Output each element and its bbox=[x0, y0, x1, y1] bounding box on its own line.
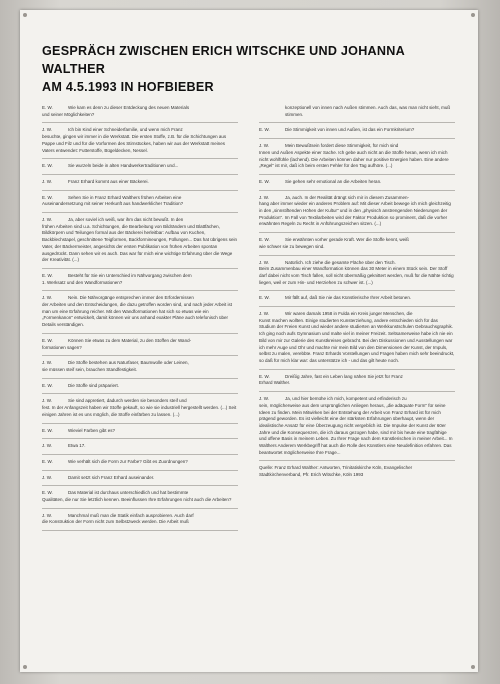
entry-divider bbox=[259, 174, 455, 175]
entry-text-first-line: Wieviel Farben gibt es? bbox=[68, 427, 116, 433]
entry-text-first-line: Mir fällt auf, daß Sie nie das Künstlerische Ihrer Arbeit betonen. bbox=[285, 295, 412, 301]
entry-divider bbox=[259, 290, 455, 291]
entry-divider bbox=[42, 438, 238, 439]
entry-text-first-line: konzeptionell von innen nach Außen stimmen. Auch das, was man nicht sieht, muß stimmen. bbox=[285, 105, 451, 117]
interview-entry bbox=[42, 273, 238, 286]
title-line-1: GESPRÄCH ZWISCHEN ERICH WITSCHKE UND JOHANNA WALTHER bbox=[42, 44, 405, 76]
interview-entry bbox=[259, 374, 455, 387]
entry-text-first-line: Wie kam es denn zu dieser Entdeckung des neuen Materials bbox=[68, 105, 190, 110]
interview-column-left bbox=[42, 105, 238, 535]
entry-text-continuation: Qualitäten, die nur Sie letztlich kennen. Beeinflussen Ihre Erfahrungen nicht auch die Arbeiten? bbox=[42, 497, 232, 503]
entry-divider bbox=[42, 158, 238, 159]
speaker-label: E. W. bbox=[42, 337, 53, 343]
speaker-label: J. W. bbox=[42, 474, 52, 480]
pin-hole bbox=[471, 665, 475, 669]
entry-text bbox=[259, 237, 455, 250]
entry-text-first-line: Wir waren damals 1958 in Fulda ein Kreis junger Menschen, die bbox=[285, 311, 413, 317]
entry-text-first-line: Die Stoffe bestehen aus Naturfaser, Baumwolle oder Leinen, bbox=[68, 360, 189, 366]
entry-text-first-line: Das Material ist durchaus unterschiedlich und hat bestimmte bbox=[68, 490, 189, 496]
entry-divider bbox=[259, 232, 455, 233]
entry-text bbox=[259, 179, 455, 186]
speaker-label: J. W. bbox=[42, 217, 52, 223]
entry-text bbox=[42, 428, 238, 435]
entry-text-first-line: Ja, und hier bemühe ich mich, kompetent und erfinderisch zu bbox=[285, 396, 407, 402]
entry-divider bbox=[42, 290, 238, 291]
speaker-label: E. W. bbox=[42, 272, 53, 278]
entry-text bbox=[42, 490, 238, 503]
entry-text bbox=[259, 374, 455, 387]
entry-text-continuation: sie müssen steif sein, brauchen Standfestigkeit. bbox=[42, 366, 138, 372]
entry-text bbox=[42, 338, 238, 351]
entry-divider bbox=[42, 423, 238, 424]
speaker-label: E. W. bbox=[259, 373, 270, 379]
entry-divider bbox=[42, 508, 238, 509]
entry-text-continuation: wie schwer sie zu bewegen sind. bbox=[259, 243, 325, 249]
speaker-label: J. W. bbox=[259, 311, 269, 317]
interview-entry bbox=[42, 398, 238, 418]
source-line-1: Quelle: Franz Erhard Walther: Antworten, Trinitatiskirche Köln, Evangelischer bbox=[259, 465, 413, 471]
entry-divider bbox=[259, 255, 455, 256]
entry-divider bbox=[259, 138, 455, 139]
entry-text bbox=[259, 260, 455, 287]
entry-divider bbox=[259, 369, 455, 370]
source-line-2: Stadtkirchenverband, Pfr. Erich Witschke, Köln 1993 bbox=[259, 472, 364, 478]
entry-text-first-line: Nein. Die Nähvorgänge entsprechen immer den Erfordernissen bbox=[68, 295, 194, 301]
entry-text bbox=[42, 383, 238, 390]
speaker-label: J. W. bbox=[42, 398, 52, 404]
entry-text bbox=[42, 360, 238, 373]
interview-entry bbox=[42, 127, 238, 154]
entry-text bbox=[259, 127, 455, 134]
entry-text-continuation: Auseinandersetzung mit seiner Herkunft aus handwerklicher Tradition? bbox=[42, 201, 184, 207]
entry-text bbox=[42, 127, 238, 154]
interview-entry bbox=[42, 459, 238, 466]
interview-entry bbox=[259, 105, 455, 118]
source-citation bbox=[259, 465, 455, 478]
entry-text-first-line: Manchmal muß man die Statik einfach ausprobieren. Auch darf bbox=[68, 512, 194, 518]
interview-entry bbox=[42, 513, 238, 526]
interview-entry bbox=[42, 338, 238, 351]
entry-text-first-line: Sie sind appretiert, dadurch werden sie besonders steif und bbox=[68, 398, 187, 404]
speaker-label: J. W. bbox=[42, 360, 52, 366]
entry-text-first-line: Sie gehen sehr emotional an die Arbeiten heran. bbox=[285, 178, 382, 184]
interview-column-right bbox=[259, 105, 455, 479]
pin-hole bbox=[23, 13, 27, 17]
speaker-label: E. W. bbox=[42, 105, 53, 110]
entry-divider bbox=[42, 212, 238, 213]
entry-text bbox=[42, 217, 238, 264]
entry-text-first-line: Sie wurzeln beide in alten Handwerkertraditionen und... bbox=[68, 163, 179, 169]
entry-text-continuation: die Konstruktion der Form nicht zum Selbstzweck werden. Die Arbeit muß bbox=[42, 519, 189, 525]
entry-text bbox=[42, 273, 238, 286]
speaker-label: J. W. bbox=[259, 259, 269, 265]
interview-entry bbox=[259, 311, 455, 365]
entry-divider bbox=[42, 378, 238, 379]
speaker-label: J. W. bbox=[42, 178, 52, 184]
entry-text-continuation: 1. Werksatz und den Wandformationen? bbox=[42, 279, 123, 285]
entry-text-continuation: und seiner Möglichkeiten? bbox=[42, 111, 95, 117]
interview-entry bbox=[259, 295, 455, 302]
entry-text-continuation: fest. In der Anfangszeit haben wir Stoffe gekauft, so wie sie industriell hergestellt werden. (...) Seit einigen Jahren ist es uns möglich, die Stoffe einfärben zu lassen. (...) bbox=[42, 405, 237, 417]
entry-text-continuation: hang aber immer wieder ein anderes Problem auf: Mit dieser Arbeit bewege ich mich gleichzeitig in den „sinnstiftenden Höhen der Kultur" und in den „physisch anstrengenden Niederungen der Produktion". Im Fall von Textilarbeiten wird der Faktor Produktion so prominent, daß die vorher erwähnten Regeln zu Recht in Anführungszeichen sitzen. (...) bbox=[259, 201, 451, 227]
entry-text-first-line: Die Stimmigkeit von innen und Außen, ist das ein Formkriterium? bbox=[285, 127, 415, 133]
entry-divider bbox=[42, 122, 238, 123]
interview-entry bbox=[259, 127, 455, 134]
entry-divider bbox=[259, 190, 455, 191]
interview-entry bbox=[259, 237, 455, 250]
interview-entry bbox=[259, 260, 455, 287]
entry-divider bbox=[259, 306, 455, 307]
entry-divider bbox=[42, 470, 238, 471]
speaker-label: E. W. bbox=[42, 382, 53, 388]
entry-text-first-line: Natürlich. Ich ziehe die gesamte Fläche über den Tisch. bbox=[285, 259, 396, 265]
interview-entry bbox=[42, 383, 238, 390]
entry-text-continuation: Beim Zusammenbau einer Wandformation können das 30 Meter in einem Stück sein. Der Stoff darf dabei nicht vom Tisch fallen, soll nicht übermäßig geknittert werden, muß für die Nähte richtig liegen, weil er zum Hin- und Herziehen zu schwer ist. (...) bbox=[259, 266, 454, 285]
entry-text bbox=[42, 398, 238, 418]
entry-divider bbox=[42, 190, 238, 191]
entry-text-first-line: Wie verhält sich die Form zur Farbe? Gibt es Zuordnungen? bbox=[68, 458, 188, 464]
pin-hole bbox=[23, 665, 27, 669]
interview-entry bbox=[259, 396, 455, 456]
entry-divider bbox=[42, 268, 238, 269]
interview-entry bbox=[42, 490, 238, 503]
entry-text bbox=[42, 295, 238, 329]
entry-text-first-line: Sie erwähnten vorher gerade Kraft. Wer die Stoffe kennt, weiß bbox=[285, 237, 409, 243]
entry-text bbox=[42, 443, 238, 450]
entry-text-first-line: Franz Erhard kommt aus einer Bäckerei. bbox=[68, 178, 149, 184]
printed-sheet bbox=[20, 10, 478, 672]
entry-text-continuation: sein, möglicherweise aus dem ursprünglichen Anliegen heraus, „die adäquate Form" für seine Ideen zu finden. Mein Mitwirken bei der Entstehung der Arbeit von Franz Erhard ist für mich prägend geworden. Es ist vielleicht eine der stärksten Erfahrungen überhaupt, wenn der idealistische Ansatz für eine Überzeugung nicht vergeblich ist. Die Impulse der Kunst der 60er Jahre und die Konsequenzen, die ich daraus gezogen habe, sind mir bis heute eine tragfähige und offene Basis in meinem Leben. Zu Ihrer Frage nach dem Künstlerischen in meiner Arbeit... In Walthers Anderem Werkbegriff hat auch die Rolle des Künstlers eine Neudefinition erfahren. Das beantwortet möglicherweise Ihre Frage... bbox=[259, 402, 453, 455]
speaker-label: J. W. bbox=[259, 143, 269, 149]
entry-text bbox=[259, 143, 455, 170]
entry-text-first-line: Ja, auch. In der Realität drängt sich mir in diesem Zusammen- bbox=[285, 194, 410, 200]
entry-divider bbox=[259, 391, 455, 392]
entry-text-first-line: Können Sie etwas zu dem Material, zu den Stoffen der Wand- bbox=[68, 337, 192, 343]
entry-divider bbox=[42, 454, 238, 455]
entry-divider bbox=[42, 393, 238, 394]
entry-text bbox=[259, 396, 455, 456]
entry-text-continuation: Kunst machen wollten. Einige studierten Kunsterziehung, andere entschieden sich für das Studium der Freien Kunst und wieder andere studierten an Werkkunstschulen Gebrauchsgraphik. Ich ging noch aufs Gymnasium und malte viel in meiner Freizeit. Seltsamerweise habe ich nie ein Bild von mir zur Galerie des Kunstkreises gebracht. Bei den Diskussionen und Ausstellungen war ich mehr Auge und Ohr und machte mir mein Bild von den Dimensionen der Kunst, der Impuls, selbst zu malen, verebbte. Franz Erhards Vorstellungen und Fragen haben mich sehr beeindruckt, so daß für mich klar war: das unterstütze ich - und das gilt heute noch. bbox=[259, 317, 455, 363]
entry-divider bbox=[259, 122, 455, 123]
entry-text bbox=[259, 295, 455, 302]
entry-text-continuation: frühen Arbeiten sind u.a. Schichtungen, die Bearbeitung von Bildrändern und Blattfächen, Bildkörpern und Teilungen formal aus der Bäckerei herleitbar: Aufbau von Kuchen, Backblechstapel, geschnittene Teigformen, Backformineungen, Füllungen... Das hat übrigens sein Vater, der Bäckermeister, angesichts der ersten Publikation von frühen Arbeiten spontan ausgedrückt. Dann sehen wir es auch. Das war für mich eine wichtige Erfahrung über die Wege der Kreativität. (...) bbox=[42, 223, 238, 263]
interview-entry bbox=[42, 105, 238, 118]
speaker-label: E. W. bbox=[259, 295, 270, 301]
entry-divider bbox=[42, 333, 238, 334]
entry-text bbox=[42, 179, 238, 186]
entry-text-first-line: Ich bin Kind einer Schneiderfamilie, und wenn mich Franz bbox=[68, 127, 183, 133]
entry-text-first-line: Besteht für Sie ein Unterschied im Nähvorgang zwischen dem bbox=[68, 272, 192, 278]
interview-entry bbox=[42, 428, 238, 435]
entry-text-first-line: Ja, aber soviel ich weiß, war ihm das nicht bewußt. In den bbox=[68, 217, 184, 223]
entry-divider bbox=[42, 174, 238, 175]
interview-entry bbox=[42, 295, 238, 329]
interview-entry bbox=[42, 217, 238, 264]
speaker-label: J. W. bbox=[259, 396, 269, 402]
entry-text-first-line: Dreißig Jahre, fast ein Leben lang nähen Sie jetzt für Franz bbox=[285, 373, 403, 379]
entry-divider bbox=[42, 355, 238, 356]
speaker-label: E. W. bbox=[42, 490, 53, 496]
entry-text-continuation: Innen und Außen Aspekte einer Sache. Ich gebe auch nicht an die Stoffe heran, wenn ich mich nicht wohlfühle (lachend). Die Arbeiten können daher nur positive Energien haben. Eine andere „Regel" ist mir, daß ich beim ersten Fehler für den Tag aufhöre. (...) bbox=[259, 149, 449, 169]
entry-text-first-line: Damit setzt sich Franz Erhard auseinander. bbox=[68, 474, 155, 480]
speaker-label: E. W. bbox=[42, 427, 53, 433]
entry-text-first-line: Mein Bewußtsein fordert diese Stimmigkeit, für mich sind bbox=[285, 143, 399, 149]
entry-text bbox=[42, 475, 238, 482]
interview-entry bbox=[42, 443, 238, 450]
entry-text-first-line: Etwa 17. bbox=[68, 443, 86, 449]
speaker-label: J. W. bbox=[42, 127, 52, 133]
page-title bbox=[42, 42, 462, 96]
interview-entry bbox=[42, 475, 238, 482]
entry-divider bbox=[259, 460, 455, 461]
interview-entry bbox=[42, 360, 238, 373]
speaker-label: E. W. bbox=[42, 163, 53, 169]
speaker-label: J. W. bbox=[42, 443, 52, 449]
interview-entry bbox=[259, 195, 455, 229]
interview-entry bbox=[42, 179, 238, 186]
entry-text bbox=[259, 105, 455, 118]
speaker-label: E. W. bbox=[259, 127, 270, 133]
speaker-label: E. W. bbox=[259, 178, 270, 184]
pin-hole bbox=[471, 13, 475, 17]
interview-entry bbox=[42, 163, 238, 170]
entry-text-continuation: besuchte, gingen wir immer in die Werkstatt. Die ersten Stoffe, z.B. für die Schichtungen aus Pappe und Filz und für die Vorformen des Stirnstückes, haben wir aus der Werkstatt meines Vaters entwendet: Futterstoffe, Bügeldecken, Nessel. bbox=[42, 134, 227, 153]
right-entries bbox=[259, 105, 455, 456]
speaker-label: J. W. bbox=[259, 194, 269, 200]
entry-text bbox=[259, 311, 455, 365]
interview-entry bbox=[42, 195, 238, 208]
entry-text-continuation: der Arbeiten und den Entscheidungen, die dazu getroffen worden sind, und nach jeder Arbeit ist man um eine Erfahrung reicher. Mit den Wandformationen hat sich so etwas wie ein „Formenkanon" entwickelt, damit können wir uns anhand exakter Pläne auch telefonisch über Details verständigen. bbox=[42, 302, 233, 328]
entry-text bbox=[259, 195, 455, 229]
title-line-2: AM 4.5.1993 IN HOFBIEBER bbox=[42, 80, 214, 94]
entry-text bbox=[42, 195, 238, 208]
speaker-label: J. W. bbox=[42, 295, 52, 301]
interview-entry bbox=[259, 143, 455, 170]
entry-text bbox=[42, 105, 238, 118]
entry-divider bbox=[42, 485, 238, 486]
entry-text bbox=[42, 163, 238, 170]
entry-text-continuation: formationen sagen? bbox=[42, 344, 82, 350]
entry-text bbox=[42, 459, 238, 466]
entry-text bbox=[42, 513, 238, 526]
entry-text-continuation: Erhard Walther. bbox=[259, 380, 291, 386]
speaker-label: E. W. bbox=[42, 194, 53, 200]
entry-divider bbox=[42, 530, 238, 531]
speaker-label: E. W. bbox=[259, 237, 270, 243]
interview-entry bbox=[259, 179, 455, 186]
speaker-label: E. W. bbox=[42, 458, 53, 464]
speaker-label: J. W. bbox=[42, 512, 52, 518]
entry-text-first-line: Die Stoffe sind präpariert. bbox=[68, 382, 119, 388]
entry-text-first-line: Sehen Sie in Franz Erhard Walthers frühen Arbeiten eine bbox=[68, 194, 182, 200]
